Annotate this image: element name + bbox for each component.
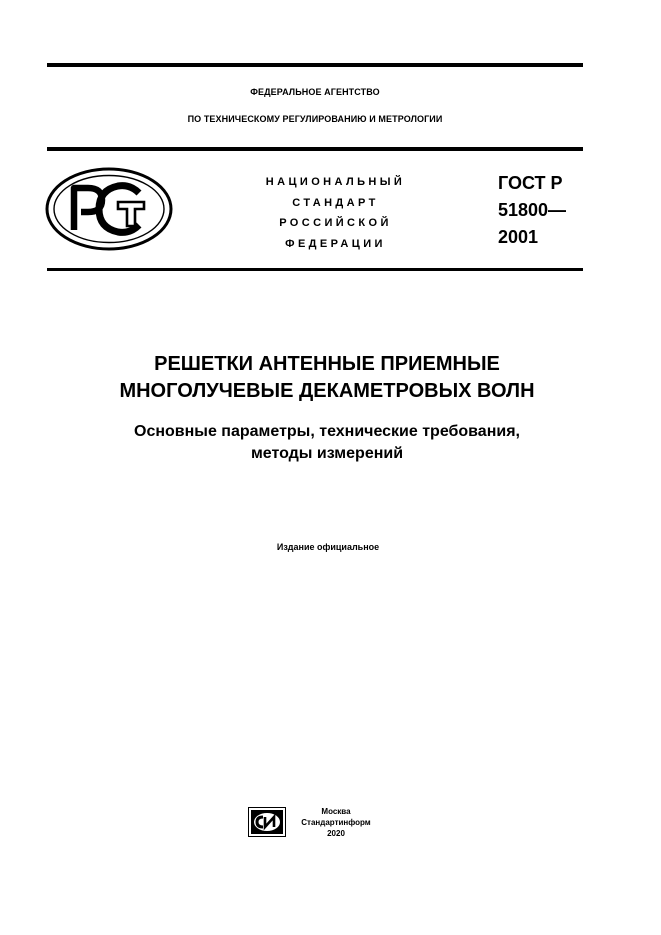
standard-type-line-3: РОССИЙСКОЙ bbox=[279, 217, 392, 229]
standartinform-logo-icon bbox=[248, 807, 286, 837]
edition-label: Издание официальное bbox=[276, 542, 380, 552]
standard-type-line-1: НАЦИОНАЛЬНЫЙ bbox=[265, 176, 406, 188]
agency-line-1: ФЕДЕРАЛЬНОЕ АГЕНТСТВО bbox=[250, 87, 380, 97]
rst-logo-icon bbox=[44, 166, 174, 252]
designation-line-1: ГОСТ Р bbox=[498, 173, 563, 193]
top-rule bbox=[47, 63, 583, 67]
publisher-name: Стандартинформ bbox=[301, 818, 371, 827]
document-subtitle bbox=[47, 421, 607, 465]
publisher-block bbox=[294, 806, 378, 839]
standard-type-line-4: ФЕДЕРАЦИИ bbox=[285, 237, 386, 250]
subtitle-line-2: методы измерений bbox=[250, 445, 404, 462]
standard-type-line-2: СТАНДАРТ bbox=[292, 196, 379, 209]
subtitle-line-1: Основные параметры, технические требования, bbox=[134, 423, 520, 440]
standard-designation bbox=[498, 170, 566, 251]
title-line-2: МНОГОЛУЧЕВЫЕ ДЕКАМЕТРОВЫХ ВОЛН bbox=[119, 380, 535, 402]
title-line-1: РЕШЕТКИ АНТЕННЫЕ ПРИЕМНЫЕ bbox=[154, 353, 500, 375]
standard-type-block bbox=[228, 172, 443, 254]
publisher-year: 2020 bbox=[327, 829, 345, 838]
middle-rule bbox=[47, 147, 583, 151]
document-title bbox=[47, 351, 607, 405]
designation-line-3: 2001 bbox=[498, 227, 539, 247]
bottom-rule bbox=[47, 268, 583, 271]
publisher-city: Москва bbox=[321, 807, 351, 816]
designation-line-2: 51800— bbox=[498, 200, 567, 220]
agency-line-2: ПО ТЕХНИЧЕСКОМУ РЕГУЛИРОВАНИЮ И МЕТРОЛОГИИ bbox=[187, 114, 443, 124]
